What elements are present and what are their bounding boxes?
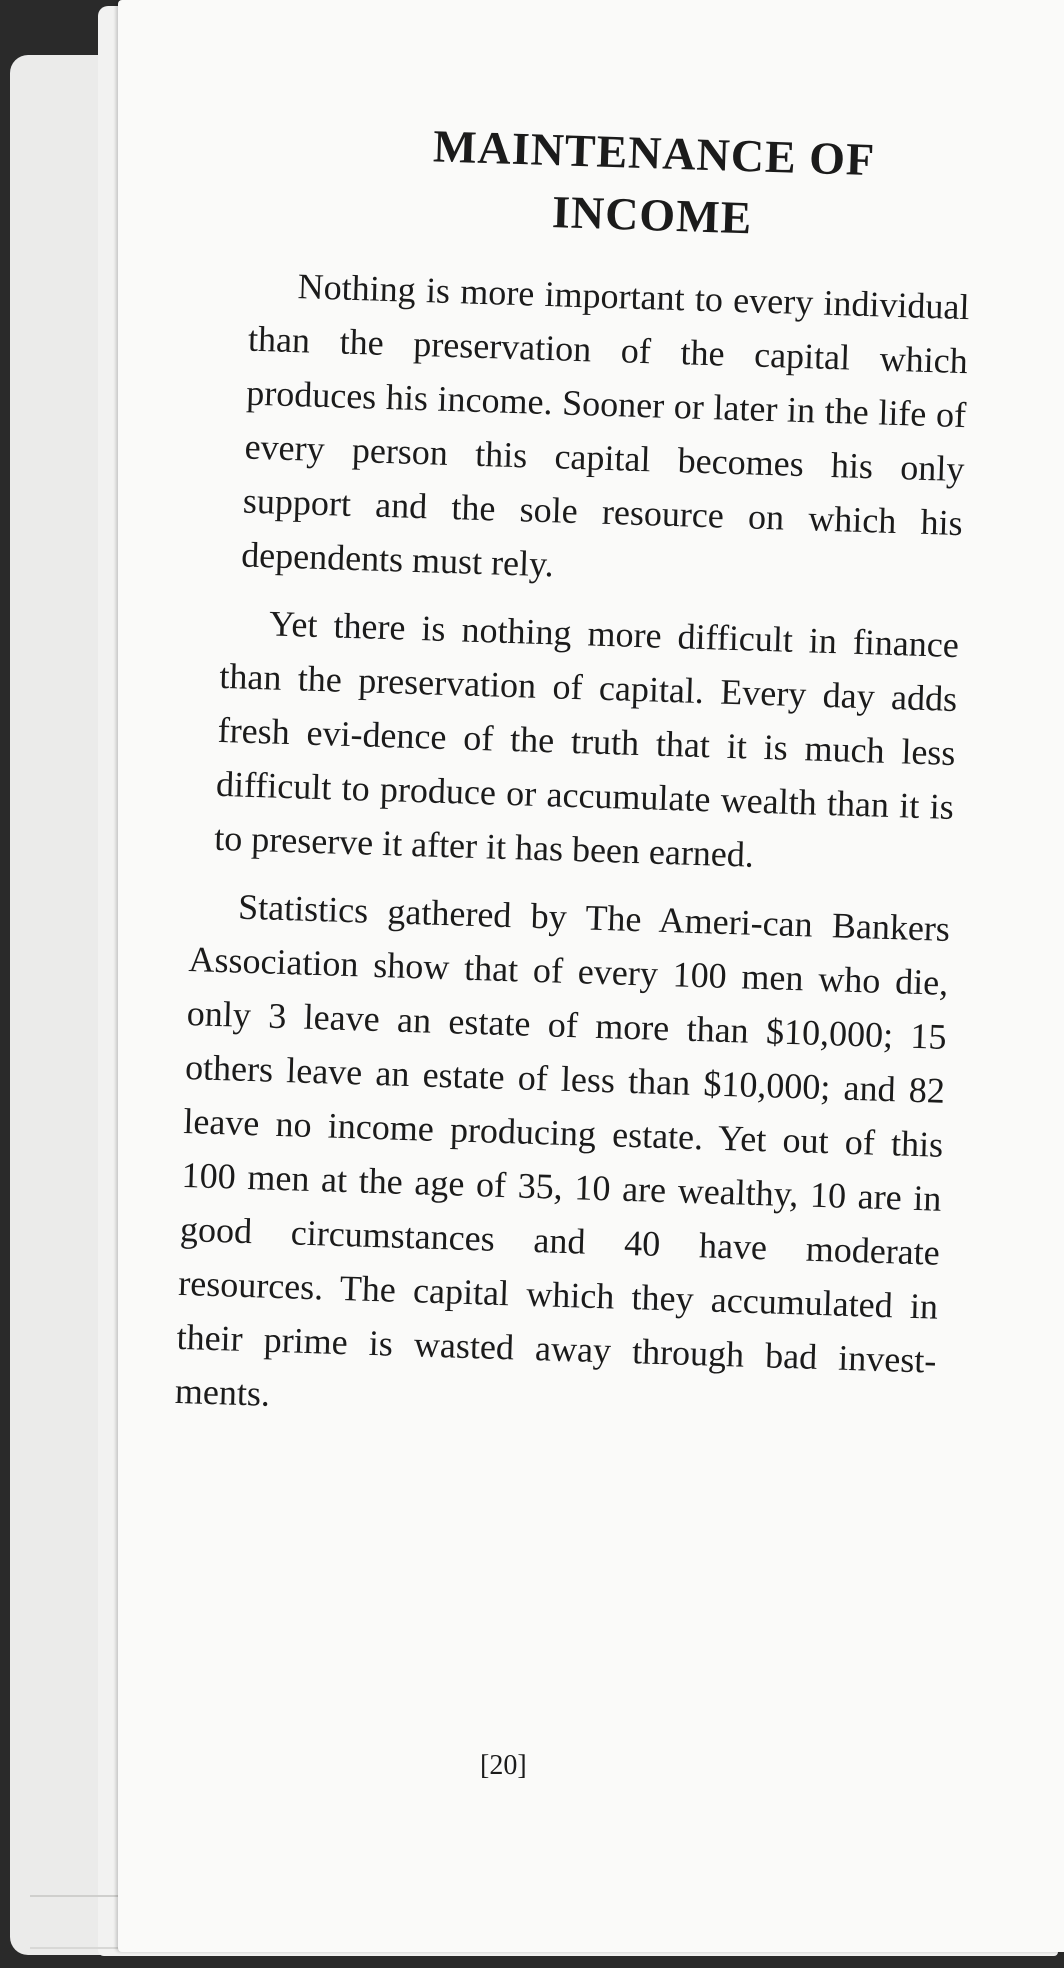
paragraph-3: Statistics gathered by The Ameri-can Bankers Association show that of every 100 men who die, only 3 leave an estate of more than $10,000; 15 others leave an estate of less than $10,000; and 82 leave no income producing estate. Yet out of this 100 men at the age of 35, 10 are wealthy, 10 are in good circumstances and 40 have moderate resources. The capital which they accumulated in their prime is wasted away through bad invest-ments. (174, 886, 951, 1414)
page-title (211, 108, 975, 256)
paragraph-1: Nothing is more important to every individual than the preservation of the capital which produces his income. Sooner or later in the life of every person this capital becomes his only support and the sole resource on which his dependents must rely. (240, 266, 971, 585)
page-number: [20] (480, 1750, 527, 1781)
page-content (174, 108, 975, 1455)
paragraph-2: Yet there is nothing more difficult in finance than the preservation of capital. Every day adds fresh evi-dence of the truth that it is much less difficult to produce or accumulate wealth than it is to preserve it after it has been earned. (213, 603, 960, 875)
title-line-2: INCOME (551, 186, 754, 244)
title-line-1: MAINTENANCE OF (432, 120, 876, 186)
